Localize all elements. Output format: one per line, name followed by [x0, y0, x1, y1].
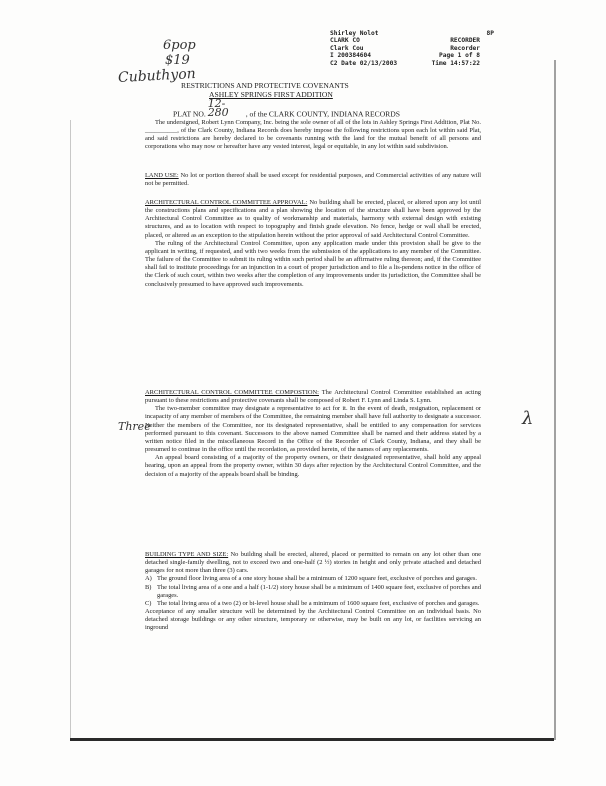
handwritten-fee-pages: 6pop [163, 38, 196, 53]
document-title: RESTRICTIONS AND PROTECTIVE COVENANTS [181, 81, 349, 90]
intro-paragraph [145, 119, 481, 152]
land-use-text: No lot or portion thereof shall be used except for residential purposes, and Commercial activities of any nature will not be permitted. [145, 172, 481, 188]
building-text-after: Acceptance of any smaller structure will be determined by the Architectural Control Committee on an individual basis. No detached storage buildings or any other structure, temporary or otherwise, may be built on any lot, or facilities servicing an inground [145, 608, 481, 632]
list-item: B) The total living area of a one and a half (1-1/2) story house shall be a minimum of 1400 square feet, exclusive of porches and garages. [145, 583, 481, 599]
stamp-page-info: Page 1 of 8 [439, 52, 480, 60]
acc-composition-text-2: The two-member committee may designate a representative to act for it. In the event of death, resignation, replacement or incapacity of any member of members of the Committee, the remaining member shall have full authority to designate a successor. Neither the members of the Committee, nor its designated representative, shall be entitled to any compensation for services performed pursuant to this covenant. Successors to the above named Committee shall be named and their address stated by a written notice filed in the miscellaneous Record in the Office of the Recorder of Clark County, Indiana, and they shall be presumed to continue in the office until the recordation, as provided herein, of the names of any replacements. [145, 405, 481, 454]
building-heading: BUILDING TYPE AND SIZE: [145, 551, 229, 558]
intro-text: The undersigned, Robert Lynn Company, Inc. being the sole owner of all of the lots in Ashley Springs First Addition, Plat No. __________, of the Clark County, Indiana Records does hereby impose the following restrictions upon each lot within said Plat, and said restrictions are hereby declared to be covenants running with the land for the mutual benefit of all persons and corporations who may now or hereafter have any vested interest, legal or equitable, in any lot within said subdivision. [145, 119, 481, 151]
acc-approval-text: No building shall be erected, placed, or altered upon any lot until the constructions plans and specifications and a plan showing the location of the structure shall have been approved by the Architectural Control Committee as to quality of workmanship and materials, harmony with external design with existing structures, and as to location with respect to topography and finish grade elevation. No fence, hedge or wall shall be erected, placed, or altered as an exception to the stipulation herein without the prior approval of said Architectural Control Committee. [145, 199, 481, 239]
building-section [145, 551, 481, 633]
acc-approval-text-2: The ruling of the Architectural Control Committee, upon any application made under this provision shall be give to the applicant in writing, if requested, and with two weeks from the submission of the applications to any member of the Committee. The failure of the Committee to submit its ruling within such period shall be an affirmative ruling thereon; and, if the Committee shall fail to institute proceedings for an injunction in a court of proper jurisdiction and to file a lis-pendens notice in the office of the Clerk of such court, within two weeks after the completion of any improvements under its jurisdiction, the Committee shall be conclusively presumed to have approved such improvements. [145, 239, 481, 288]
subdivision-name: ASHLEY SPRINGS FIRST ADDITION [209, 90, 333, 99]
land-use-section [145, 172, 481, 188]
building-size-list [145, 575, 481, 608]
list-item: C) The total living area of a two (2) or bi-level house shall be a minimum of 1600 square feet, exclusive of porches and garages. [145, 599, 480, 607]
handwritten-name: Cubuthyon [117, 65, 197, 87]
plat-line [173, 99, 493, 119]
stamp-code: 8P [486, 30, 494, 37]
recorder-stamp [330, 30, 494, 67]
list-item: A) The ground floor living area of a one story house shall be a minimum of 1200 square feet, exclusive of porches and garages. [145, 575, 477, 583]
acc-composition-text: The Architectural Control Committee established an acting pursuant to these restrictions and protective covenants shall be composed of Robert F. Lynn and Linda S. Lynn. [145, 389, 482, 405]
building-text: No building shall be erected, altered, placed or permitted to remain on any lot other than one detached single-family dwelling, not to exceed two and one-half (2 ½) stories in height and only private attached and detached garages for not more than three (3) cars. [145, 551, 481, 575]
stamp-role-b: Recorder [450, 44, 480, 52]
scan-edge-left [70, 120, 71, 738]
stamp-role-a: RECORDER [450, 37, 480, 45]
stamp-time: Time 14:57:22 [431, 59, 480, 67]
handwritten-bracket: λ [522, 408, 534, 429]
land-use-heading: LAND USE: [145, 172, 179, 179]
plat-suffix: , of the CLARK COUNTY, INDIANA RECORDS [245, 109, 400, 119]
stamp-office-a: CLARK CO [330, 37, 360, 45]
stamp-instrument: I 200384604 [330, 52, 371, 60]
acc-composition-text-3: An appeal board consisting of a majority of the property owners, or their designated representative, shall hold any appeal hearing, upon an appeal from the property owner, within 30 days after rejection by the Architectural Control Committee, and the decision of a majority of the appeals board shall be binding. [145, 454, 481, 478]
acc-approval-section [145, 199, 481, 289]
scan-edge-right [554, 60, 556, 740]
handwritten-three: Three [118, 420, 151, 433]
stamp-office-b: Clark Cou [330, 44, 364, 52]
stamp-name: Shirley Nolot [330, 30, 379, 37]
acc-composition-heading: ARCHITECTURAL CONTROL COMMITTEE COMPOSTION: [145, 389, 319, 396]
handwritten-plat-number: 12-280 [207, 97, 229, 120]
stamp-date: C2 Date 02/13/2003 [330, 59, 398, 67]
handwritten-fee-amount: $19 [165, 53, 190, 68]
acc-approval-heading: ARCHITECTURAL CONTROL COMMITTEE APPROVAL: [145, 199, 308, 206]
scan-edge-bottom [70, 738, 554, 741]
acc-composition-section [145, 389, 481, 479]
plat-prefix: PLAT NO. [173, 109, 206, 119]
